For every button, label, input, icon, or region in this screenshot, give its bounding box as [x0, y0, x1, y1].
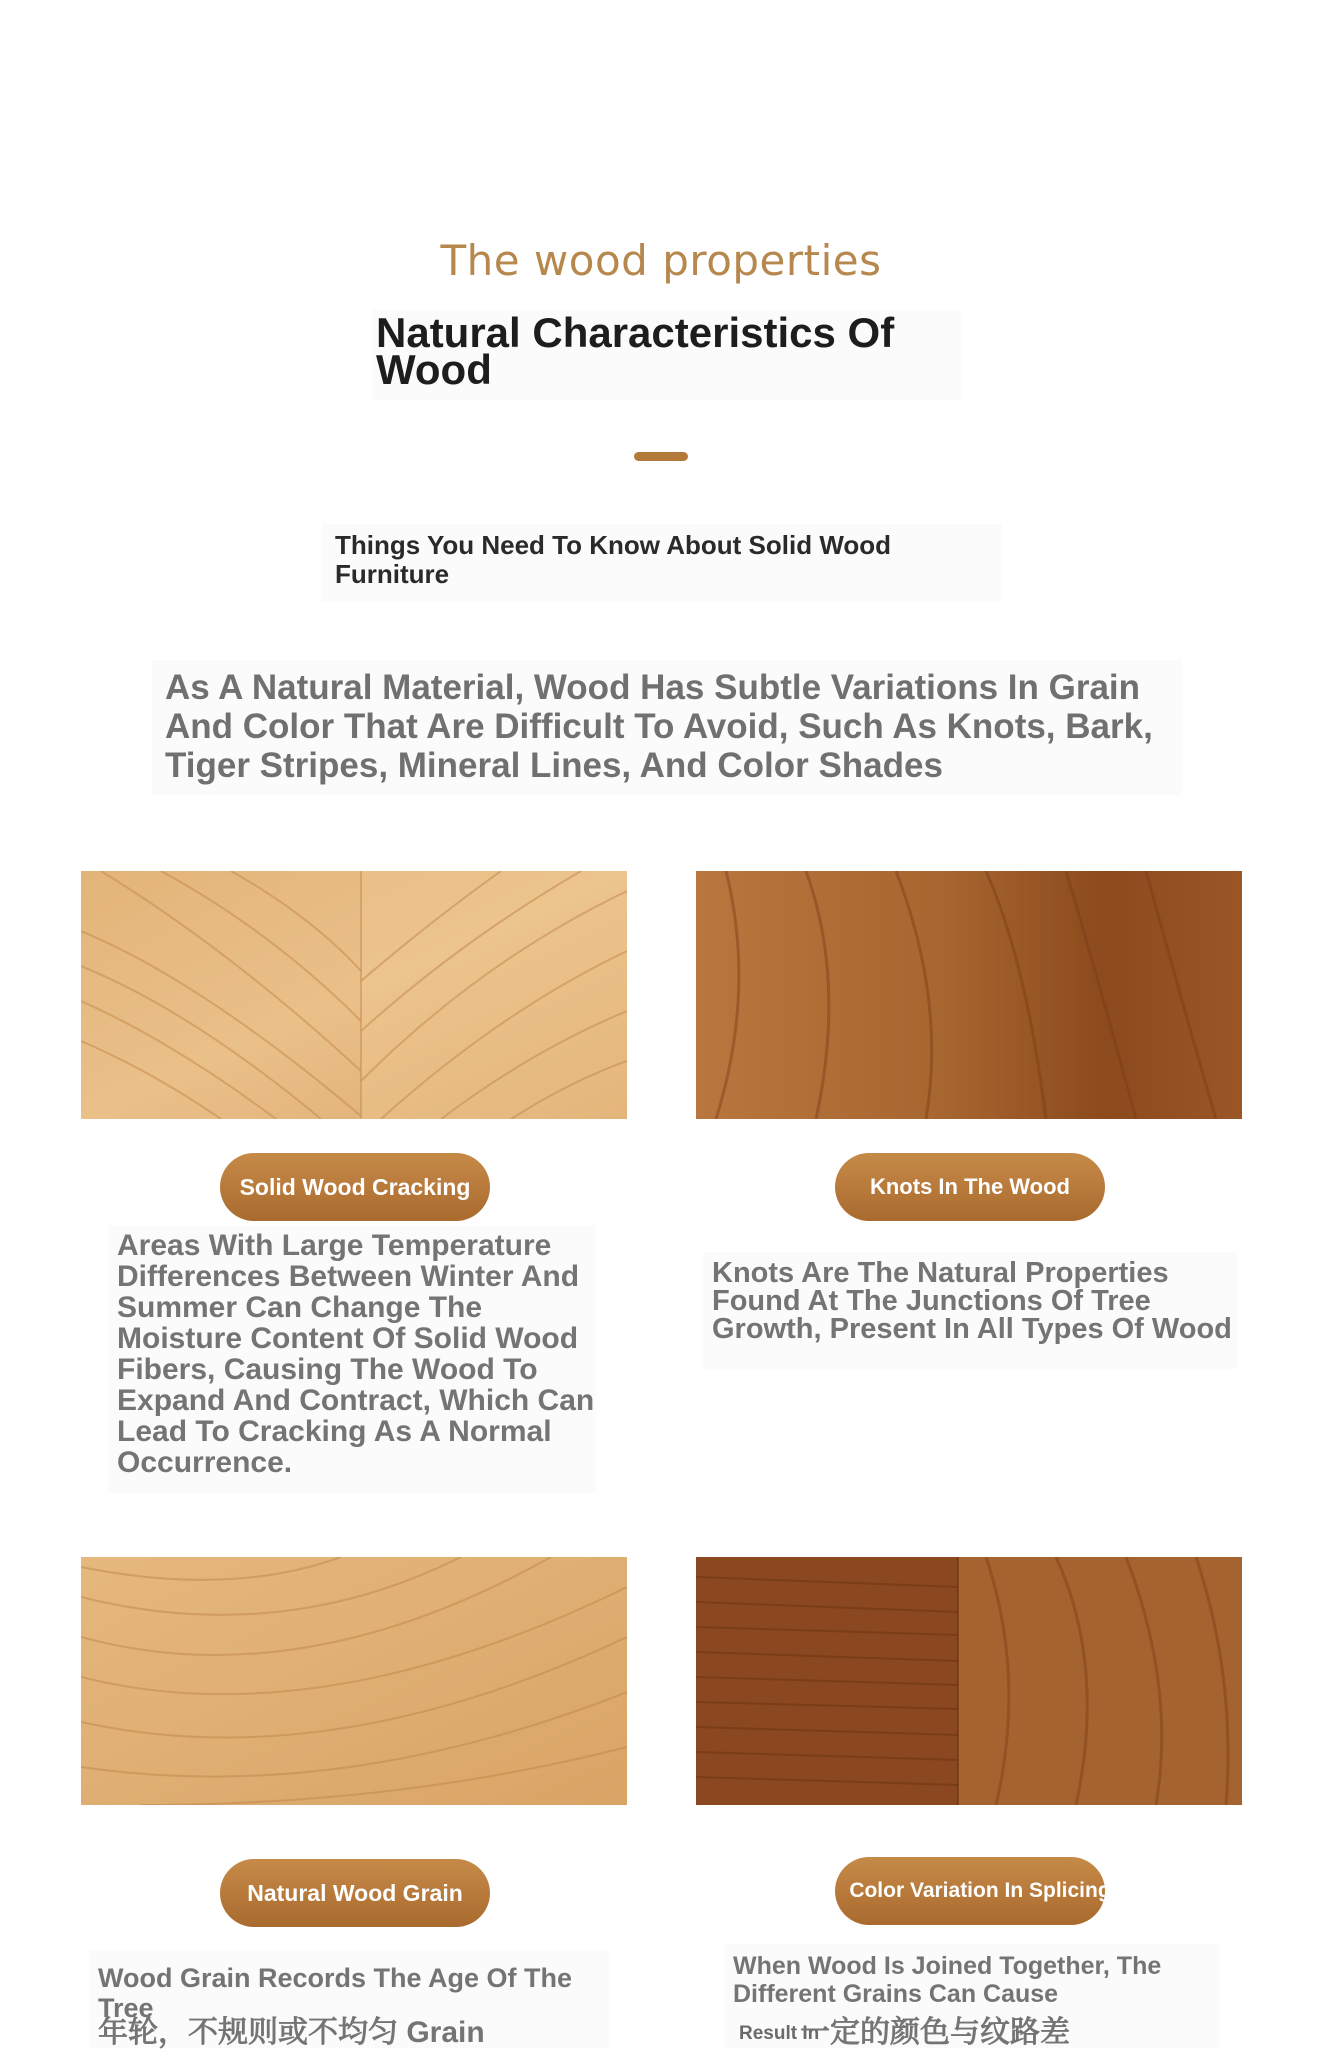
grain-description: Wood Grain Records The Age Of The Tree	[98, 1963, 573, 2023]
page-subtitle: Things You Need To Know About Solid Wood Furniture	[335, 530, 892, 589]
splicing-description: When Wood Is Joined Together, The Different Grains Can Cause	[733, 1952, 1162, 2008]
splicing-description-small: Result In	[739, 2023, 820, 2044]
wood-knots-photo	[696, 871, 1242, 1119]
section-kicker: The wood properties	[440, 236, 882, 285]
cracking-description: Areas With Large Temperature Differences Between Winter And Summer Can Change The Moisture Content Of Solid Wood Fibers, Causing The Wood To Expand And Contract, Which Can Lead To Cracking As A Normal Occurrence.	[117, 1229, 595, 1479]
wood-grain-photo	[81, 1557, 627, 1805]
color-variation-label: Color Variation In Splicing	[835, 1857, 1105, 1925]
intro-paragraph: As A Natural Material, Wood Has Subtle Variations In Grain And Color That Are Difficult To Avoid, Such As Knots, Bark, Tiger Stripes, Mineral Lines, And Color Shades	[165, 668, 1153, 785]
wood-cracking-photo	[81, 871, 627, 1119]
natural-wood-grain-label: Natural Wood Grain	[220, 1859, 490, 1927]
knots-description: Knots Are The Natural Properties Found At The Junctions Of Tree Growth, Present In All Types Of Wood	[712, 1257, 1232, 1345]
splicing-description-extra: 一定的颜色与纹路差	[800, 2016, 1070, 2049]
grain-description-extra: 年轮，不规则或不均匀 Grain	[98, 2016, 485, 2049]
knots-in-wood-label: Knots In The Wood	[835, 1153, 1105, 1221]
solid-wood-cracking-label: Solid Wood Cracking	[220, 1153, 490, 1221]
wood-splicing-photo	[696, 1557, 1242, 1805]
accent-divider	[634, 452, 688, 461]
page-title: Natural Characteristics Of Wood	[376, 309, 895, 393]
